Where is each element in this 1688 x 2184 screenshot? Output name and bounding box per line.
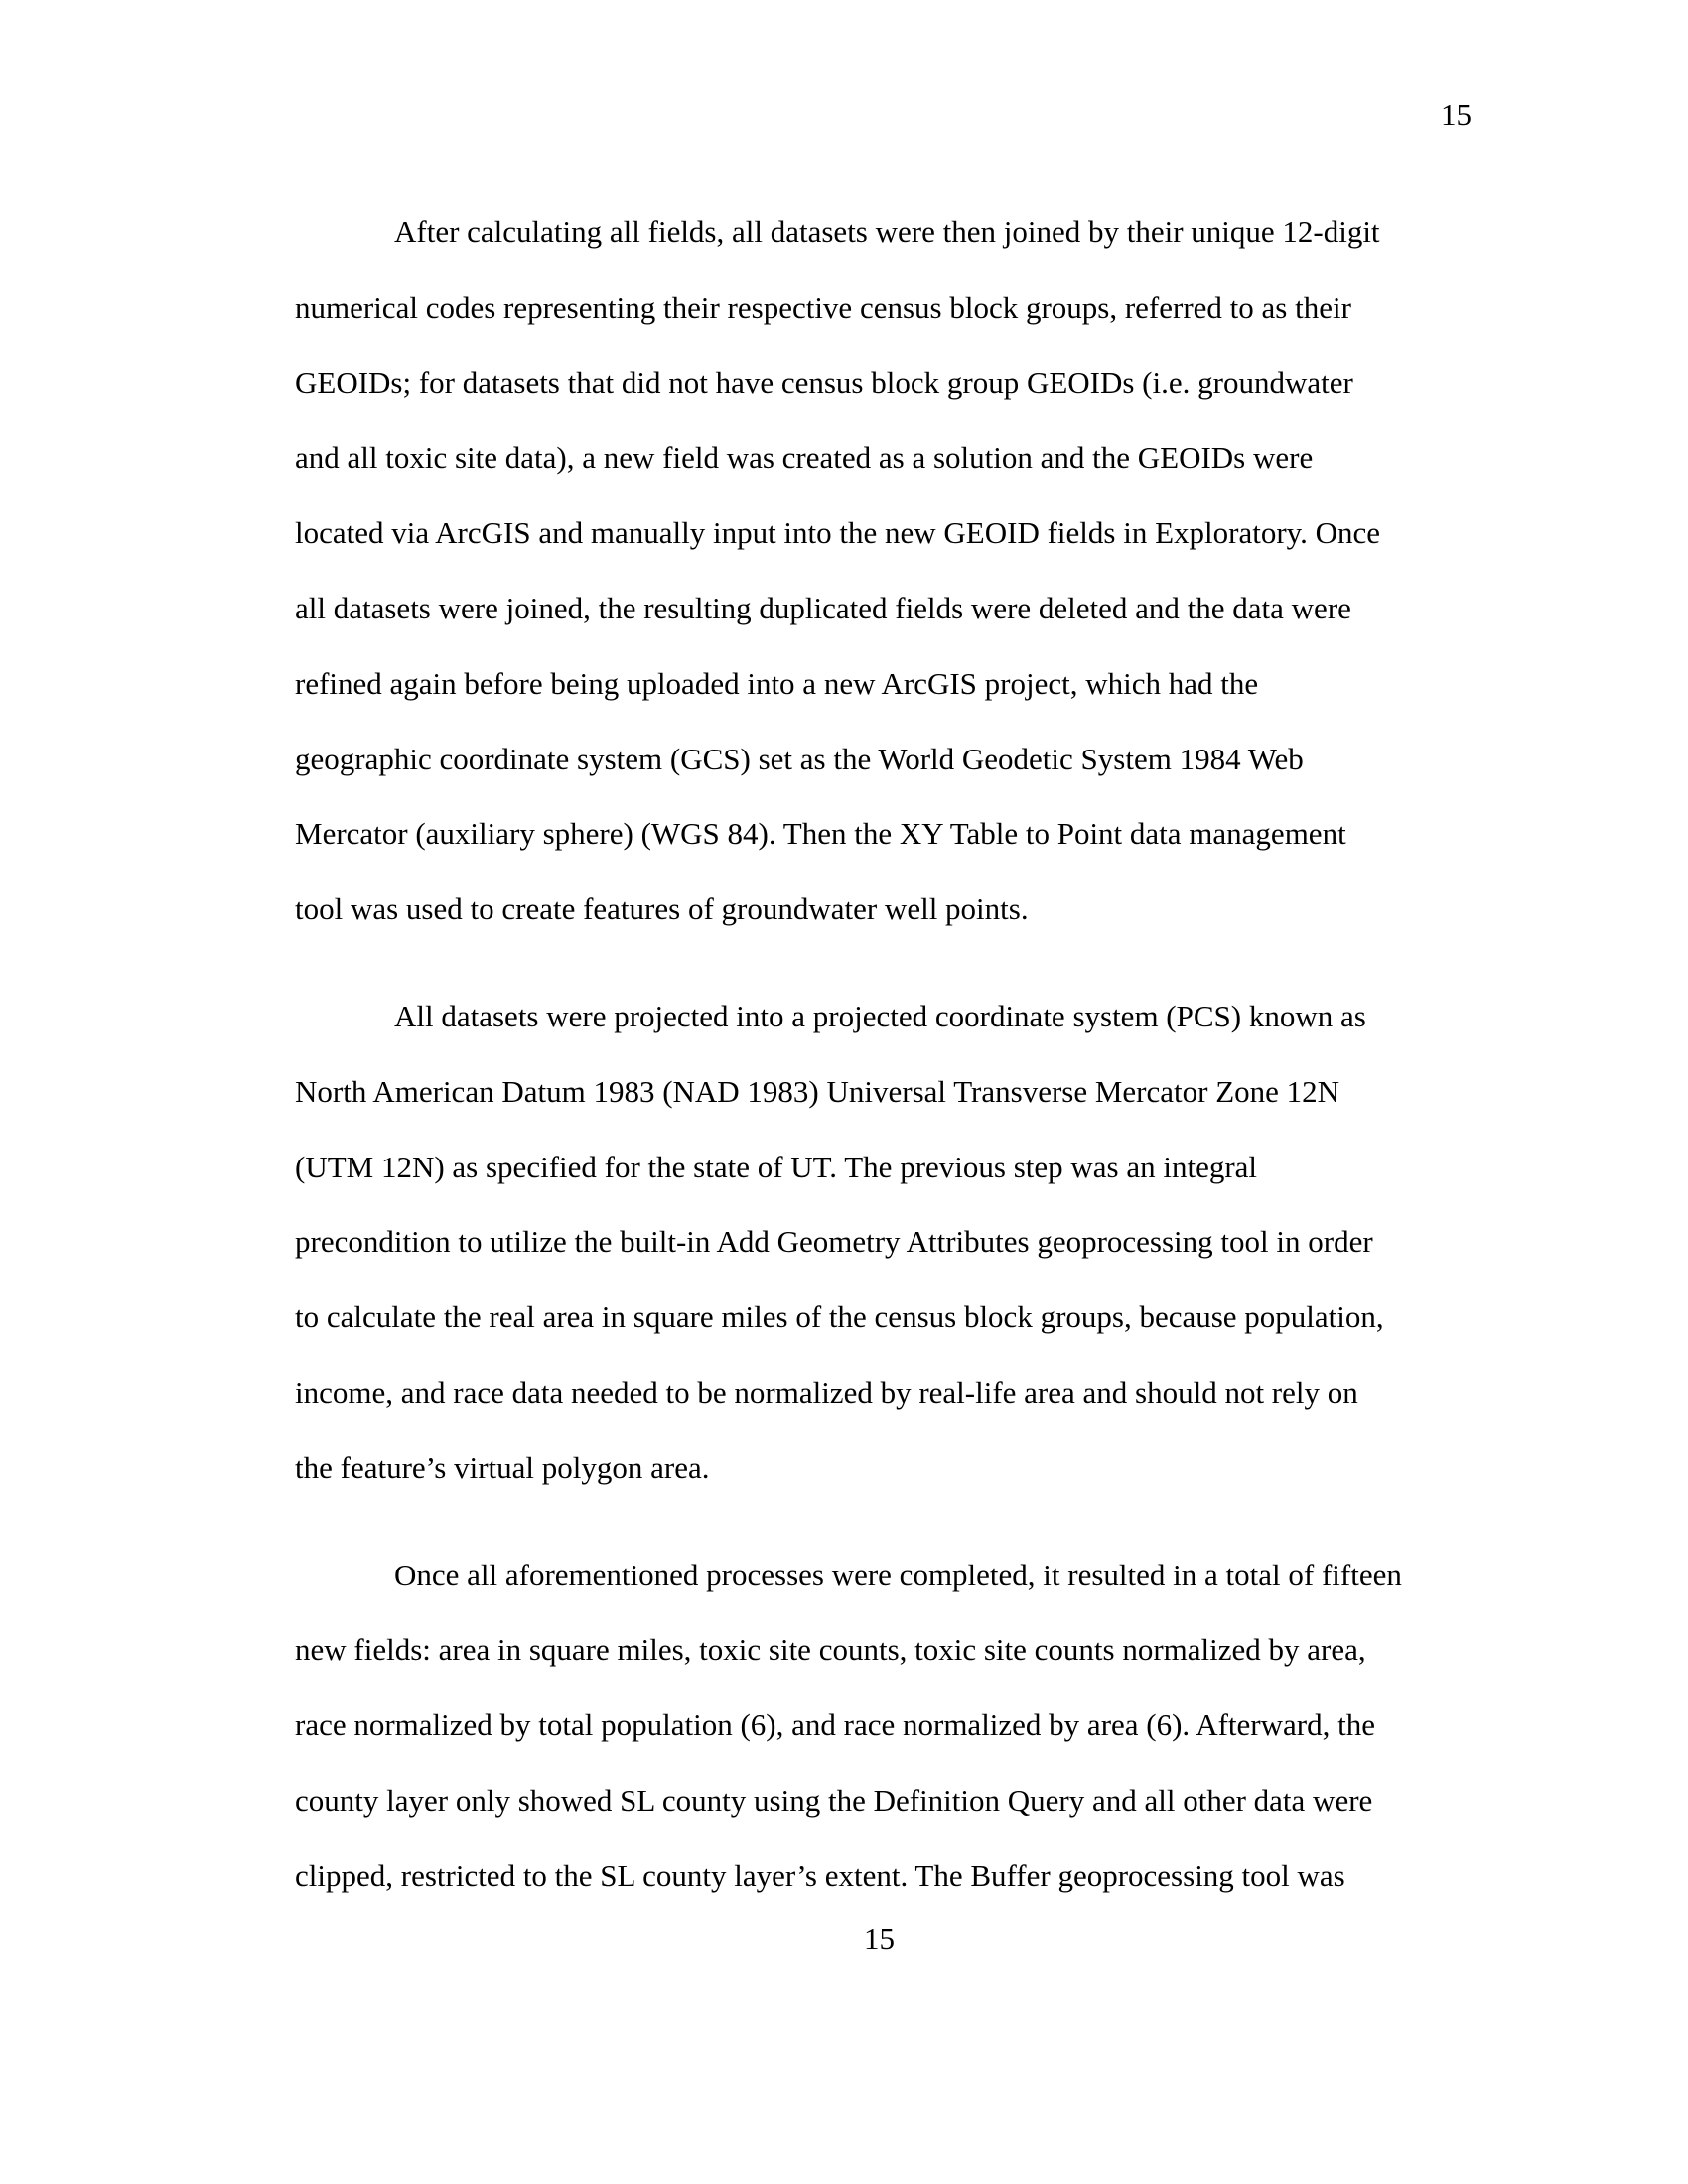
paragraph-line: All datasets were projected into a projected coordinate system (PCS) known as: [394, 998, 1366, 1033]
paragraph-line: all datasets were joined, the resulting duplicated fields were deleted and the data were: [295, 590, 1351, 625]
paragraph-line: the feature’s virtual polygon area.: [295, 1449, 710, 1485]
paragraph-line: Mercator (auxiliary sphere) (WGS 84). Then the XY Table to Point data management: [295, 816, 1346, 852]
paragraph-line: county layer only showed SL county using the Definition Query and all other data were: [295, 1782, 1373, 1818]
paragraph-line: located via ArcGIS and manually input into the new GEOID fields in Exploratory. Once: [295, 515, 1381, 551]
paragraph-spacer: [295, 947, 1480, 979]
paragraph-line: income, and race data needed to be normalized by real-life area and should not rely on: [295, 1374, 1358, 1410]
paragraph-2: [295, 979, 1480, 1506]
paragraph-line: geographic coordinate system (GCS) set as the World Geodetic System 1984 Web: [295, 741, 1304, 776]
paragraph-line: (UTM 12N) as specified for the state of UT. The previous step was an integral: [295, 1149, 1258, 1184]
paragraph-3: [295, 1538, 1480, 1914]
page-number-top: 15: [1441, 97, 1472, 132]
paragraph-line: refined again before being uploaded into a new ArcGIS project, which had the: [295, 665, 1259, 701]
paragraph-line: to calculate the real area in square miles of the census block groups, because population,: [295, 1299, 1384, 1335]
paragraph-line: and all toxic site data), a new field was created as a solution and the GEOIDs were: [295, 440, 1314, 476]
body-text: [295, 195, 1480, 1914]
paragraph-spacer: [295, 1506, 1480, 1538]
paragraph-line: new fields: area in square miles, toxic site counts, toxic site counts normalized by area,: [295, 1632, 1366, 1668]
paragraph-line: GEOIDs; for datasets that did not have census block group GEOIDs (i.e. groundwater: [295, 364, 1353, 400]
paragraph-line: tool was used to create features of groundwater well points.: [295, 891, 1029, 927]
paragraph-line: precondition to utilize the built-in Add Geometry Attributes geoprocessing tool in order: [295, 1224, 1373, 1260]
paragraph-line: numerical codes representing their respective census block groups, referred to as their: [295, 289, 1351, 325]
paragraph-1: [295, 195, 1480, 947]
paragraph-line: clipped, restricted to the SL county layer’s extent. The Buffer geoprocessing tool was: [295, 1857, 1345, 1893]
page-number-bottom: 15: [864, 1921, 895, 1956]
paragraph-line: race normalized by total population (6), and race normalized by area (6). Afterward, the: [295, 1707, 1375, 1743]
paragraph-line: Once all aforementioned processes were completed, it resulted in a total of fifteen: [394, 1557, 1402, 1592]
paragraph-line: After calculating all fields, all datasets were then joined by their unique 12-digit: [394, 214, 1380, 249]
paragraph-line: North American Datum 1983 (NAD 1983) Universal Transverse Mercator Zone 12N: [295, 1073, 1340, 1109]
